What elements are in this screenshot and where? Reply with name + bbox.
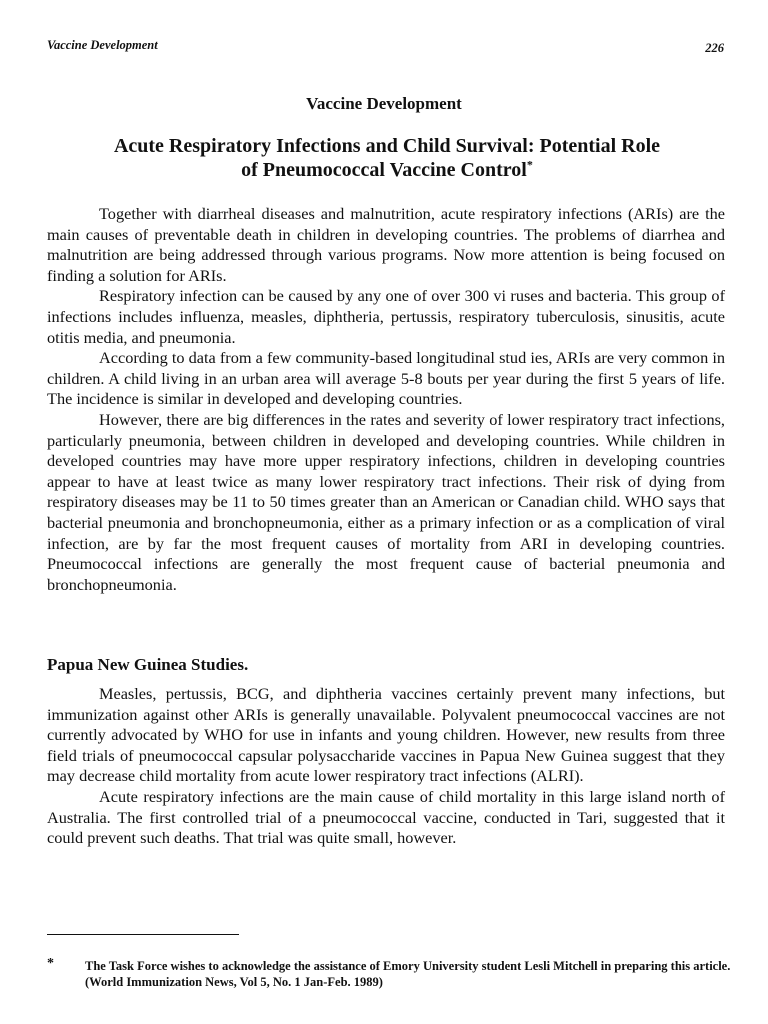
- paragraph: Respiratory infection can be caused by any one of over 300 vi ruses and bacteria. This group of infections includes influenza, measles, diphtheria, pertussis, respiratory tuberculosis, sinusitis, acute otitis media, and pneumonia.: [47, 286, 725, 347]
- page-number: 226: [705, 41, 724, 55]
- paragraph: According to data from a few community-based longitudinal stud ies, ARIs are very common in children. A child living in an urban area will average 5-8 bouts per year during the first 5 years of life. The incidence is similar in developed and developing countries.: [47, 348, 725, 409]
- footnote: [47, 958, 737, 990]
- section-heading: Vaccine Development: [306, 94, 462, 113]
- running-header: [47, 38, 724, 58]
- paragraph: Measles, pertussis, BCG, and diphtheria vaccines certainly prevent many infections, but immunization against other ARIs is generally unavailable. Polyvalent pneumococcal vaccines are not currently advocated by WHO for use in infants and young children. However, new results from three field trials of pneumococcal capsular polysaccharide vaccines in Papua New Guinea suggest that they may decrease child mortality from acute lower respiratory tract infections (ALRI).: [47, 684, 725, 786]
- paragraph: However, there are big differences in the rates and severity of lower respiratory tract infections, particularly pneumonia, between children in developed and developing countries. While children in developed countries may have more upper respiratory infections, children in developing countries appear to have at least twice as many lower respiratory tract infections. Their risk of dying from respiratory diseases may be 11 to 50 times greater than an American or Canadian child. WHO says that bacterial pneumonia and bronchopneumonia, either as a primary infection or as a complication of viral infection, are by far the most frequent causes of mortality from ARI in developing countries. Pneumococcal infections are generally the most frequent cause of bacterial pneumonia and bronchopneumonia.: [47, 409, 725, 594]
- footnote-mark: *: [47, 956, 54, 971]
- article-title: [50, 134, 724, 182]
- article-body: [47, 204, 725, 595]
- paragraph: Acute respiratory infections are the main cause of child mortality in this large island north of Australia. The first controlled trial of a pneumococcal vaccine, conducted in Tari, suggested that it could prevent such deaths. That trial was quite small, however.: [47, 786, 725, 848]
- footnote-text: The Task Force wishes to acknowledge the assistance of Emory University student Lesli Mitchell in preparing this article. (World Immunization News, Vol 5, No. 1 Jan-Feb. 1989): [85, 959, 731, 989]
- footnote-divider: [47, 934, 239, 935]
- paragraph: Together with diarrheal diseases and malnutrition, acute respiratory infections (ARIs) are the main causes of preventable death in children in developing countries. The problems of diarrhea and malnutrition are being addressed through various programs. Now more attention is being focused on finding a solution for ARIs.: [47, 204, 725, 285]
- article-title-line-2: of Pneumococcal Vaccine Control: [241, 159, 527, 181]
- subsection-body: [47, 684, 725, 849]
- footnote-reference-mark: *: [526, 157, 533, 172]
- running-head-title: Vaccine Development: [47, 38, 158, 52]
- article-title-line-2-wrap: [50, 158, 724, 182]
- article-title-line-1: Acute Respiratory Infections and Child Survival: Potential Role: [113, 135, 661, 157]
- subsection-heading: Papua New Guinea Studies.: [47, 655, 249, 674]
